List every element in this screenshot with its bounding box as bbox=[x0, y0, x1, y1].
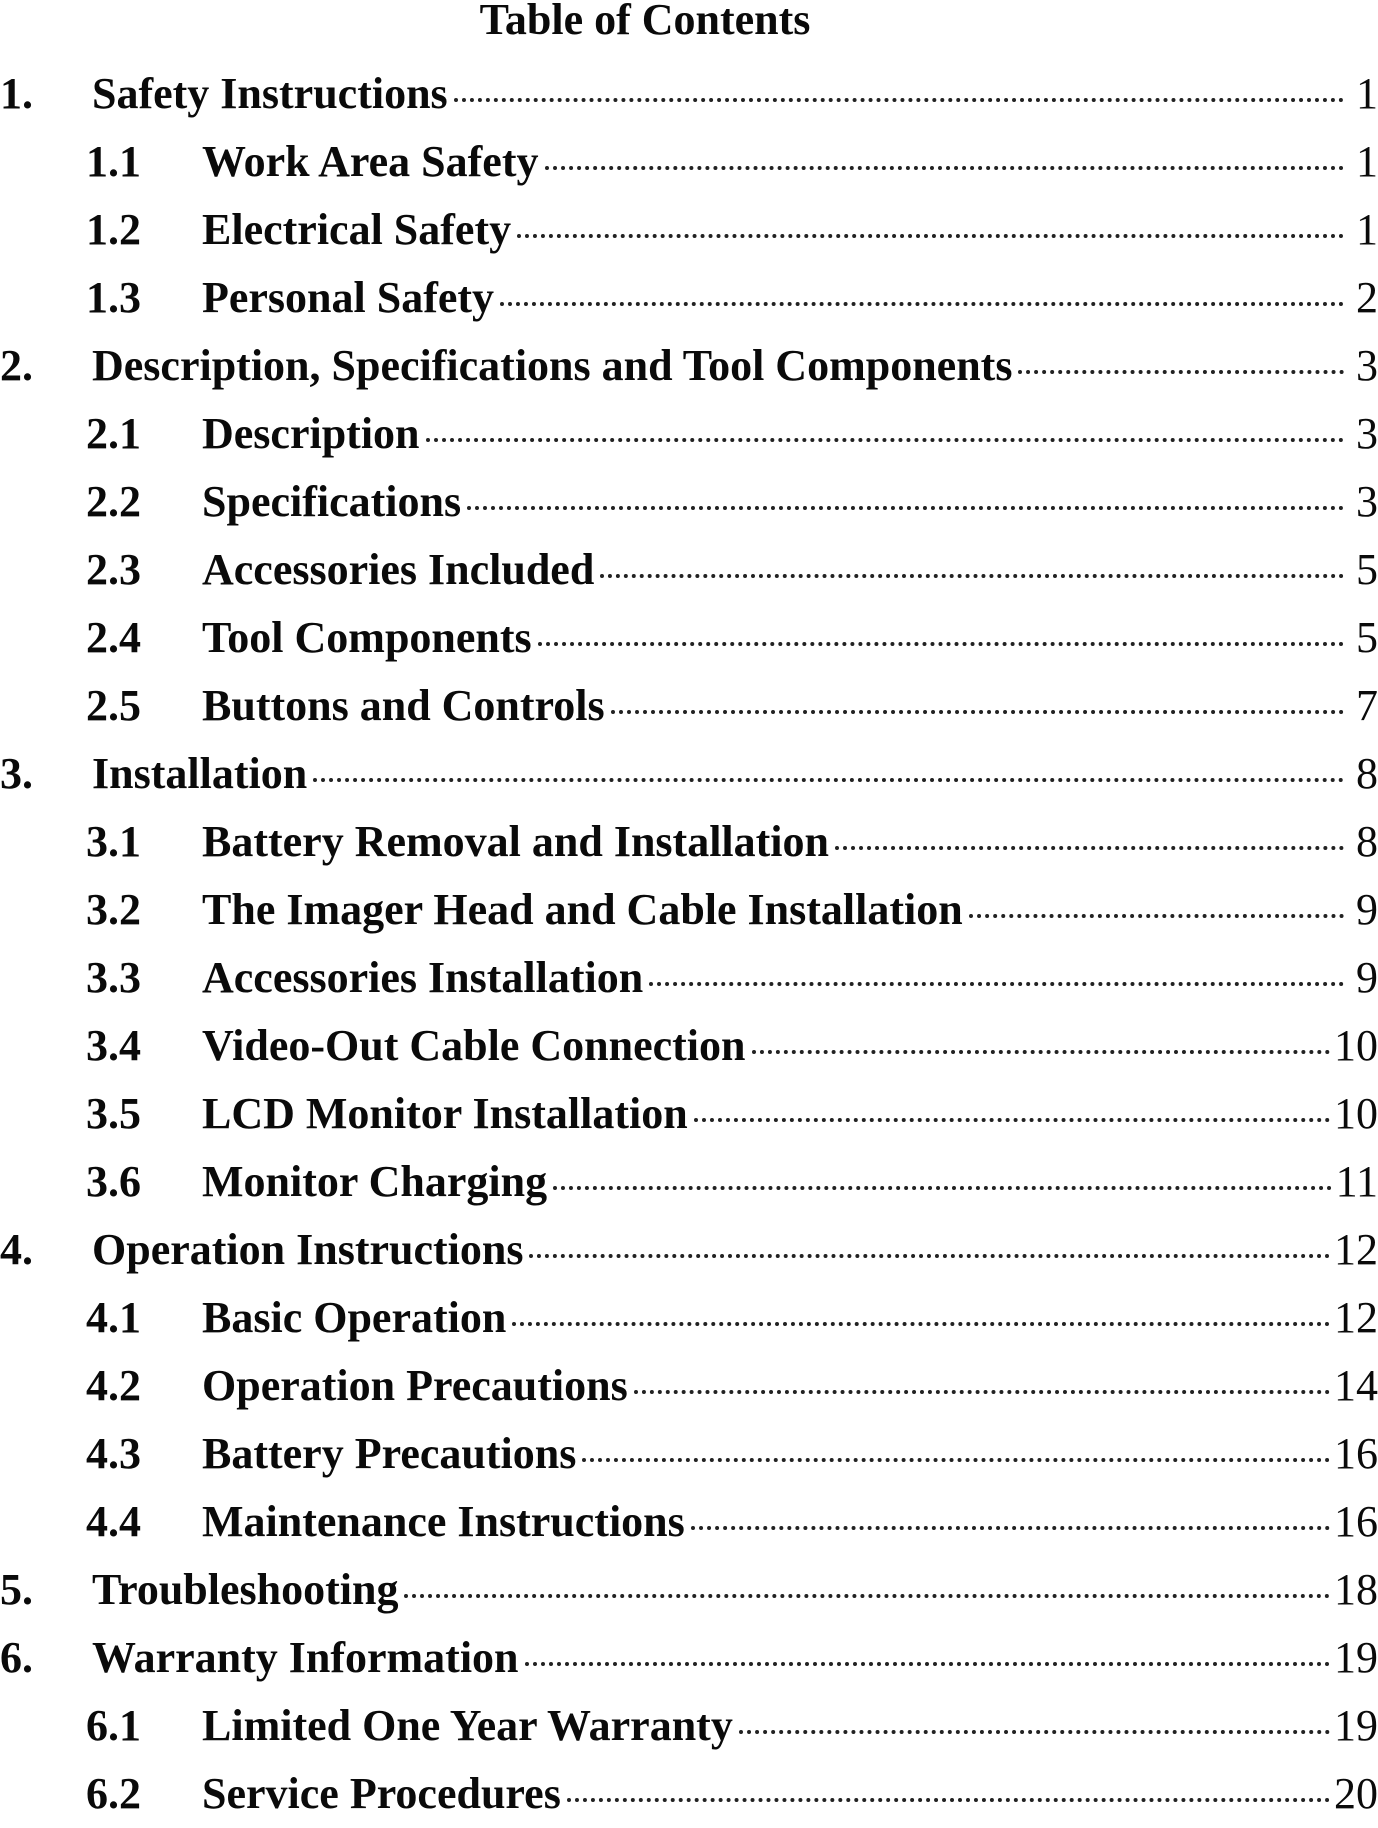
toc-subsection-entry[interactable] bbox=[0, 1488, 1378, 1556]
toc-subsection-entry[interactable] bbox=[0, 1352, 1378, 1420]
toc-entry-number: 6. bbox=[0, 1633, 33, 1682]
toc-subsection-entry[interactable] bbox=[0, 876, 1378, 944]
toc-entry-page-number: 19 bbox=[1334, 1633, 1378, 1682]
toc-entry-number: 2.3 bbox=[86, 545, 141, 594]
toc-section-entry[interactable] bbox=[0, 1216, 1378, 1284]
toc-entry-page-number: 8 bbox=[1356, 817, 1378, 866]
toc-entry-number: 6.2 bbox=[86, 1769, 141, 1818]
dot-leader bbox=[567, 1798, 1330, 1802]
toc-entry-number: 1.1 bbox=[86, 137, 141, 186]
toc-entry-page-number: 19 bbox=[1334, 1701, 1378, 1750]
toc-entry-page-number: 10 bbox=[1334, 1089, 1378, 1138]
dot-leader bbox=[553, 1186, 1332, 1190]
toc-entry-page-number: 12 bbox=[1334, 1293, 1378, 1342]
toc-entry-title: Description bbox=[202, 409, 420, 458]
dot-leader bbox=[739, 1730, 1330, 1734]
toc-subsection-entry[interactable] bbox=[0, 672, 1378, 740]
dot-leader bbox=[835, 846, 1344, 850]
toc-entry-page-number: 1 bbox=[1356, 69, 1378, 118]
toc-entry-number: 4.1 bbox=[86, 1293, 141, 1342]
toc-subsection-entry[interactable] bbox=[0, 468, 1378, 536]
toc-entry-title: Personal Safety bbox=[202, 273, 495, 322]
toc-entry-title: Work Area Safety bbox=[202, 137, 539, 186]
toc-entry-title: Maintenance Instructions bbox=[202, 1497, 685, 1546]
toc-entry-title: Operation Precautions bbox=[202, 1361, 628, 1410]
toc-entry-number: 3.1 bbox=[86, 817, 141, 866]
toc-entry-page-number: 3 bbox=[1356, 409, 1378, 458]
toc-entry-page-number: 20 bbox=[1334, 1769, 1378, 1818]
dot-leader bbox=[582, 1458, 1330, 1462]
toc-entry-page-number: 8 bbox=[1356, 749, 1378, 798]
toc-subsection-entry[interactable] bbox=[0, 400, 1378, 468]
dot-leader bbox=[512, 1322, 1330, 1326]
toc-section-entry[interactable] bbox=[0, 1556, 1378, 1624]
toc-entry-page-number: 1 bbox=[1356, 137, 1378, 186]
toc-section-entry[interactable] bbox=[0, 1624, 1378, 1692]
toc-entry-number: 6.1 bbox=[86, 1701, 141, 1750]
toc-subsection-entry[interactable] bbox=[0, 1080, 1378, 1148]
toc-entry-page-number: 18 bbox=[1334, 1565, 1378, 1614]
toc-entry-title: Description, Specifications and Tool Components bbox=[92, 341, 1013, 390]
toc-entry-page-number: 5 bbox=[1356, 613, 1378, 662]
dot-leader bbox=[611, 710, 1344, 714]
toc-entry-page-number: 3 bbox=[1356, 341, 1378, 390]
table-of-contents bbox=[0, 60, 1378, 1828]
toc-entry-number: 2.4 bbox=[86, 613, 141, 662]
toc-entry-title: Video-Out Cable Connection bbox=[202, 1021, 746, 1070]
toc-entry-page-number: 11 bbox=[1335, 1157, 1378, 1206]
toc-subsection-entry[interactable] bbox=[0, 536, 1378, 604]
dot-leader bbox=[313, 778, 1344, 782]
toc-entry-number: 4. bbox=[0, 1225, 33, 1274]
toc-entry-title: Accessories Installation bbox=[202, 953, 644, 1002]
toc-entry-title: Safety Instructions bbox=[92, 69, 448, 118]
dot-leader bbox=[467, 506, 1344, 510]
toc-entry-number: 4.2 bbox=[86, 1361, 141, 1410]
dot-leader bbox=[634, 1390, 1330, 1394]
toc-entry-number: 3.4 bbox=[86, 1021, 141, 1070]
toc-entry-number: 5. bbox=[0, 1565, 33, 1614]
toc-entry-number: 1.2 bbox=[86, 205, 141, 254]
toc-entry-page-number: 2 bbox=[1356, 273, 1378, 322]
toc-entry-number: 4.4 bbox=[86, 1497, 141, 1546]
dot-leader bbox=[600, 574, 1344, 578]
toc-entry-title: Warranty Information bbox=[92, 1633, 519, 1682]
toc-entry-page-number: 16 bbox=[1334, 1497, 1378, 1546]
dot-leader bbox=[454, 98, 1344, 102]
toc-entry-title: Buttons and Controls bbox=[202, 681, 605, 730]
dot-leader bbox=[691, 1526, 1330, 1530]
toc-entry-title: Limited One Year Warranty bbox=[202, 1701, 733, 1750]
toc-entry-page-number: 12 bbox=[1334, 1225, 1378, 1274]
toc-entry-number: 1. bbox=[0, 69, 33, 118]
dot-leader bbox=[538, 642, 1344, 646]
dot-leader bbox=[500, 302, 1344, 306]
toc-entry-title: Electrical Safety bbox=[202, 205, 512, 254]
toc-entry-page-number: 9 bbox=[1356, 885, 1378, 934]
toc-entry-number: 2.1 bbox=[86, 409, 141, 458]
dot-leader bbox=[517, 234, 1344, 238]
toc-entry-title: Accessories Included bbox=[202, 545, 595, 594]
toc-entry-title: Service Procedures bbox=[202, 1769, 561, 1818]
toc-entry-number: 3.3 bbox=[86, 953, 141, 1002]
toc-subsection-entry[interactable] bbox=[0, 1692, 1378, 1760]
toc-entry-title: LCD Monitor Installation bbox=[202, 1089, 688, 1138]
toc-subsection-entry[interactable] bbox=[0, 604, 1378, 672]
toc-section-entry[interactable] bbox=[0, 60, 1378, 128]
toc-entry-number: 2. bbox=[0, 341, 33, 390]
toc-subsection-entry[interactable] bbox=[0, 1760, 1378, 1828]
toc-section-entry[interactable] bbox=[0, 332, 1378, 400]
toc-section-entry[interactable] bbox=[0, 740, 1378, 808]
toc-entry-number: 4.3 bbox=[86, 1429, 141, 1478]
toc-subsection-entry[interactable] bbox=[0, 1284, 1378, 1352]
toc-subsection-entry[interactable] bbox=[0, 1012, 1378, 1080]
toc-entry-number: 2.2 bbox=[86, 477, 141, 526]
toc-entry-number: 3.2 bbox=[86, 885, 141, 934]
toc-subsection-entry[interactable] bbox=[0, 808, 1378, 876]
toc-entry-number: 2.5 bbox=[86, 681, 141, 730]
toc-entry-number: 3.5 bbox=[86, 1089, 141, 1138]
dot-leader bbox=[1018, 370, 1344, 374]
dot-leader bbox=[404, 1594, 1330, 1598]
toc-subsection-entry[interactable] bbox=[0, 264, 1378, 332]
dot-leader bbox=[545, 166, 1345, 170]
toc-entry-title: Operation Instructions bbox=[92, 1225, 524, 1274]
toc-subsection-entry[interactable] bbox=[0, 196, 1378, 264]
toc-entry-title: Battery Removal and Installation bbox=[202, 817, 829, 866]
toc-entry-page-number: 9 bbox=[1356, 953, 1378, 1002]
toc-subsection-entry[interactable] bbox=[0, 944, 1378, 1012]
toc-entry-number: 1.3 bbox=[86, 273, 141, 322]
toc-entry-title: Battery Precautions bbox=[202, 1429, 577, 1478]
dot-leader bbox=[529, 1254, 1330, 1258]
toc-subsection-entry[interactable] bbox=[0, 1420, 1378, 1488]
page-title: Table of Contents bbox=[479, 0, 811, 44]
dot-leader bbox=[969, 914, 1344, 918]
toc-entry-page-number: 10 bbox=[1334, 1021, 1378, 1070]
dot-leader bbox=[525, 1662, 1330, 1666]
toc-entry-page-number: 16 bbox=[1334, 1429, 1378, 1478]
dot-leader bbox=[426, 438, 1344, 442]
toc-entry-page-number: 14 bbox=[1334, 1361, 1378, 1410]
toc-entry-page-number: 1 bbox=[1356, 205, 1378, 254]
dot-leader bbox=[694, 1118, 1330, 1122]
toc-entry-title: Tool Components bbox=[202, 613, 532, 662]
toc-entry-title: Monitor Charging bbox=[202, 1157, 548, 1206]
toc-entry-title: Troubleshooting bbox=[92, 1565, 399, 1614]
toc-entry-title: Basic Operation bbox=[202, 1293, 507, 1342]
toc-entry-page-number: 7 bbox=[1356, 681, 1378, 730]
dot-leader bbox=[649, 982, 1344, 986]
toc-entry-number: 3. bbox=[0, 749, 33, 798]
toc-entry-page-number: 5 bbox=[1356, 545, 1378, 594]
toc-entry-title: Installation bbox=[92, 749, 308, 798]
toc-entry-title: The Imager Head and Cable Installation bbox=[202, 885, 963, 934]
toc-entry-page-number: 3 bbox=[1356, 477, 1378, 526]
toc-subsection-entry[interactable] bbox=[0, 1148, 1378, 1216]
dot-leader bbox=[752, 1050, 1331, 1054]
toc-entry-title: Specifications bbox=[202, 477, 462, 526]
toc-entry-number: 3.6 bbox=[86, 1157, 141, 1206]
toc-subsection-entry[interactable] bbox=[0, 128, 1378, 196]
